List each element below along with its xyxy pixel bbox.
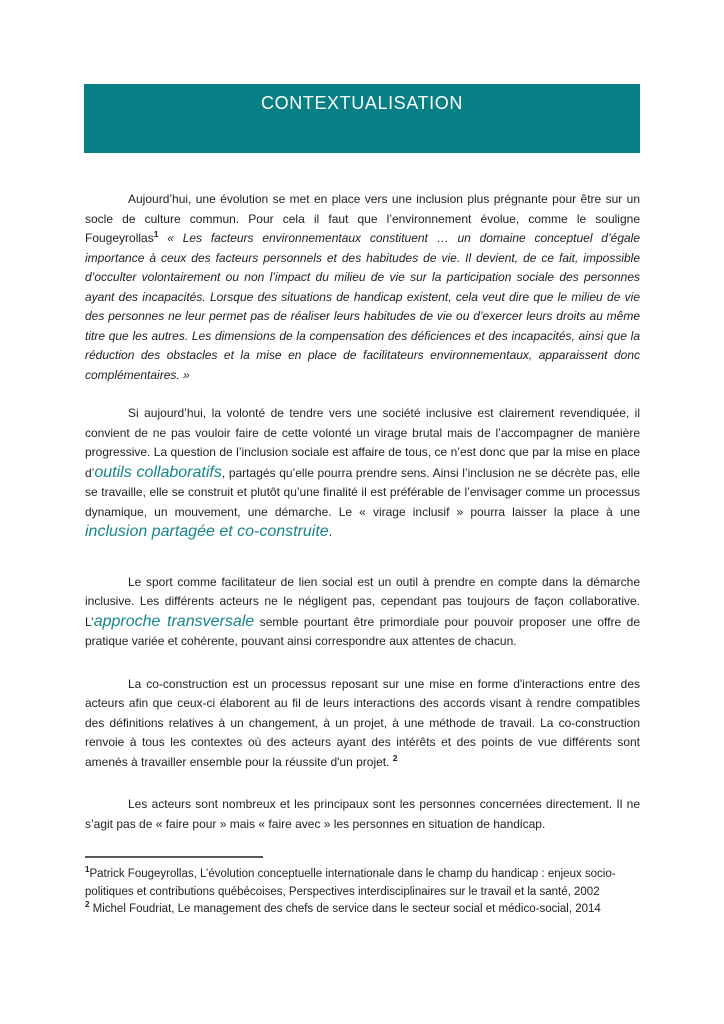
footnote-separator [85, 856, 263, 858]
footnote [85, 866, 640, 901]
text-segment: outils collaboratifs [94, 463, 222, 481]
paragraph [85, 675, 644, 773]
text-segment: Aujourd’hui, une évolution se met en place vers une inclusion plus prégnante pour être sur un socle de culture commun. Pour cela il faut que l’environnement évolue, comme le souligne Fougeyrollas [85, 192, 644, 245]
text-segment: Les acteurs sont nombreux et les principaux sont les personnes concernées directement. Il ne s’agit pas de « faire pour » mais « faire avec » les personnes en situation de handicap. [85, 797, 644, 831]
text-segment: , partagés qu’elle pourra prendre sens. Ainsi l’inclusion ne se décrète pas, elle se travaille, elle se construit et plutôt qu’une finalité il est préférable de l’envisager comme un processus dynamique, un mouvement, une démarche. Le « virage inclusif » pourra laisser la place à une [85, 465, 644, 519]
text-segment: La co-construction est un processus reposant sur une mise en forme d'interactions entre des acteurs afin que ceux-ci élaborent au fil de leurs interactions des accords visant à rendre compatibles des définitions relatives à un changement, à un projet, à une méthode de travail. La co-construction renvoie à tous les contextes où des acteurs ayant des intérêts et des points de vue différents sont amenés à travailler ensemble pour la réussite d'un projet. [85, 676, 644, 769]
footnote-text: Patrick Fougeyrollas, L’évolution conceptuelle internationale dans le champ du handicap : enjeux socio-politiques et contributions québécoises, Perspectives interdisciplinaires sur le travail et la santé, 2002 [85, 868, 616, 898]
text-segment: 2 [392, 752, 398, 763]
text-segment: Le sport comme facilitateur de lien social est un outil à prendre en compte dans la démarche inclusive. Les différents acteurs ne le négligent pas, cependant pas toujours de façon collaborative. L’ [85, 574, 644, 629]
footnote-marker: 1 [85, 865, 90, 875]
document-body [85, 190, 644, 834]
footnotes-section [85, 856, 640, 919]
paragraph [85, 795, 644, 834]
text-segment: approche transversale [93, 612, 255, 630]
paragraph [85, 404, 644, 543]
text-segment: inclusion partagée et co-construite [85, 523, 329, 540]
section-title: CONTEXTUALISATION [261, 93, 463, 113]
text-segment: Si aujourd’hui, la volonté de tendre vers une société inclusive est clairement revendiquée, il convient de ne pas vouloir faire de cette volonté un virage brutal mais de l’accompagner de manière progressive. La question de l’inclusion sociale est affaire de tous, ce n’est donc que par la mise en place d’ [85, 406, 644, 480]
footnote-list [85, 866, 640, 919]
text-segment: . [328, 525, 333, 539]
text-segment: 1 [153, 229, 159, 239]
footnote [85, 901, 640, 919]
paragraph [85, 573, 644, 652]
paragraph [85, 190, 644, 385]
text-segment: « Les facteurs environnementaux constituent … un domaine conceptuel d’égale importance à ceux des facteurs personnels et des habitudes de vie. Il devient, de ce fait, impossible d’occulter volontairement ou non l’impact du milieu de vie sur la participation sociale des personnes ayant des incapacités. Lorsque des situations de handicap existent, cela veut dire que le milieu de vie des personnes ne leur permet pas de réaliser leurs habitudes de vie ou d’exercer leurs droits au même titre que les autres. Les dimensions de la compensation des déficiences et des incapacités, ainsi que la réduction des obstacles et la mise en place de facilitateurs environnementaux, apparaissent donc complémentaires. » [85, 231, 644, 382]
text-segment: semble pourtant être primordiale pour pouvoir proposer une offre de pratique variée et cohérente, pouvant ainsi correspondre aux attentes de chacun. [85, 614, 644, 648]
footnote-marker: 2 [85, 900, 90, 910]
footnote-text: Michel Foudriat, Le management des chefs de service dans le secteur social et médico-social, 2014 [89, 903, 601, 915]
section-header-banner [84, 84, 640, 153]
